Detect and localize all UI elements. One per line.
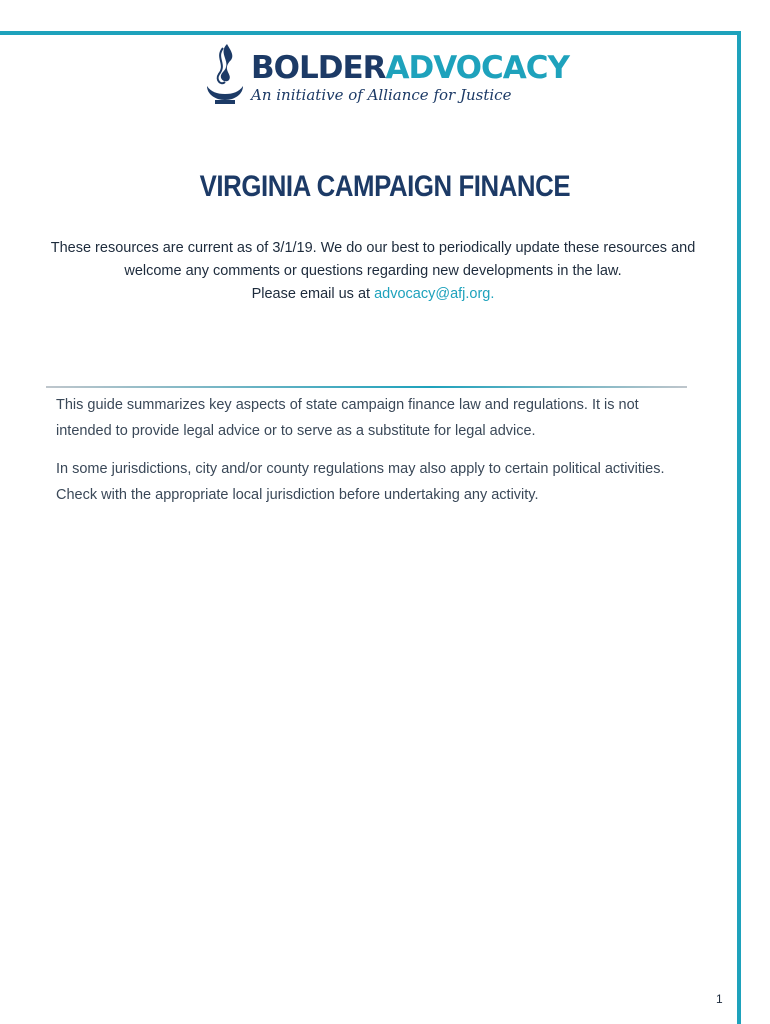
section-divider	[46, 386, 687, 388]
email-prefix: Please email us at	[251, 286, 375, 302]
intro-block	[40, 237, 706, 306]
logo-tagline: An initiative of Alliance for Justice	[251, 86, 512, 104]
logo-wordmark	[251, 50, 569, 86]
intro-text: These resources are current as of 3/1/19. We do our best to periodically update these resources and welcome any comments or questions regarding new developments in the law.	[50, 240, 696, 279]
page-title: VIRGINIA CAMPAIGN FINANCE	[199, 170, 571, 203]
body-text	[56, 392, 696, 520]
logo-word-bolder: BOLDER	[251, 50, 386, 86]
email-link[interactable]: advocacy@afj.org.	[374, 286, 495, 302]
frame-right-border	[737, 31, 741, 1024]
logo-word-advocacy: ADVOCACY	[385, 50, 569, 86]
flame-torch-icon	[203, 40, 247, 108]
frame-top-border	[0, 31, 741, 35]
email-line	[40, 283, 706, 306]
body-paragraph: In some jurisdictions, city and/or county regulations may also apply to certain political activities. Check with the appropriate local jurisdiction before undertaking any activity.	[56, 461, 665, 503]
bolder-advocacy-logo	[203, 40, 573, 112]
page-number: 1	[716, 992, 723, 1006]
body-paragraph: This guide summarizes key aspects of state campaign finance law and regulations. It is not intended to provide legal advice or to serve as a substitute for legal advice.	[56, 397, 639, 439]
